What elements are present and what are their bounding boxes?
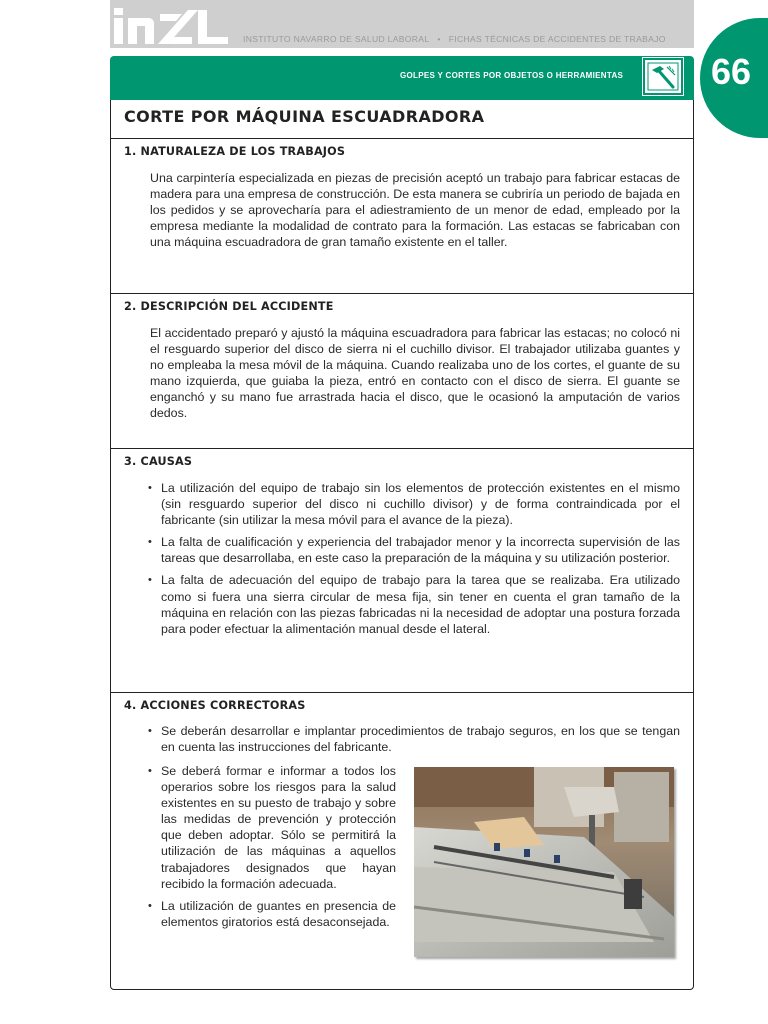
section-heading-naturaleza: 1. NATURALEZA DE LOS TRABAJOS <box>124 145 346 158</box>
causas-list <box>148 480 680 643</box>
section-text-descripcion: El accidentado preparó y ajustó la máquina escuadradora para fabricar las estacas; no colocó ni el resguardo superior del disco de sierra ni el cuchillo divisor. El trabajador utilizaba guantes y no empleaba la mesa móvil de la máquina. Cuando realizaba uno de los cortes, el guante de su mano izquierda, que guiaba la pieza, entró en contacto con el disco de sierra. El guante se enganchó y su mano fue arrastrada hacia el disco, que le ocasionó la amputación de varios dedos. <box>150 326 680 421</box>
list-item: • La utilización del equipo de trabajo sin los elementos de protección existentes en el mismo (sin resguardo superior del disco ni cuchillo divisor) y de forma contraindicada por el fabricante (sin utilizar la mesa móvil para el avance de la pieza). <box>148 480 680 528</box>
machine-photo <box>414 767 674 957</box>
insl-logo <box>112 6 230 53</box>
acciones-list-continued <box>148 763 396 936</box>
insl-logo-mark <box>112 6 230 46</box>
hammer-icon <box>643 58 683 95</box>
hammer-icon-graphic <box>645 60 681 93</box>
header-caption <box>243 34 666 44</box>
header-separator: • <box>437 34 441 44</box>
series-name: FICHAS TÉCNICAS DE ACCIDENTES DE TRABAJO <box>448 34 666 44</box>
squaring-saw-photo-illustration <box>414 767 674 957</box>
page-title: CORTE POR MÁQUINA ESCUADRADORA <box>124 107 485 126</box>
section-heading-descripcion: 2. DESCRIPCIÓN DEL ACCIDENTE <box>124 300 334 313</box>
title-divider <box>110 138 694 139</box>
section-divider <box>110 692 694 693</box>
list-item: • Se deberá formar e informar a todos los operarios sobre los riesgos para la salud existentes en su puesto de trabajo y sobre las medidas de prevención y protección que deben adoptar. Sólo se permitirá la utilización de las máquinas a aquellos trabajadores designados que hayan recibido la formación adecuada. <box>148 763 396 892</box>
section-text-naturaleza: Una carpintería especializada en piezas de precisión aceptó un trabajo para fabricar estacas de madera para una empresa de construcción. De esta manera se cubriría un periodo de bajada en los pedidos y se aprovecharía para el adiestramiento de un menor de edad, empleado por la empresa mediante la modalidad de contrato para la formación. Las estacas se fabricaban con una máquina escuadradora de gran tamaño existente en el taller. <box>150 171 680 250</box>
category-label: GOLPES Y CORTES POR OBJETOS O HERRAMIENTAS <box>400 71 624 80</box>
acciones-list <box>148 723 680 761</box>
section-heading-acciones: 4. ACCIONES CORRECTORAS <box>124 699 306 712</box>
section-divider <box>110 448 694 449</box>
institute-name: INSTITUTO NAVARRO DE SALUD LABORAL <box>243 34 430 44</box>
list-item: • La falta de cualificación y experiencia del trabajador menor y la incorrecta supervisión de las tareas que desarrollaba, en este caso la preparación de la máquina y su utilización posterior. <box>148 534 680 566</box>
list-item: • Se deberán desarrollar e implantar procedimientos de trabajo seguros, en los que se tengan en cuenta las instrucciones del fabricante. <box>148 723 680 755</box>
list-item: • La falta de adecuación del equipo de trabajo para la tarea que se realizaba. Era utilizado como si fuera una sierra circular de mesa fija, sin tener en cuenta el gran tamaño de la máquina en relación con las piezas fabricadas ni la necesidad de adoptar una postura forzada para poder efectuar la alimentación manual desde el lateral. <box>148 572 680 636</box>
section-heading-causas: 3. CAUSAS <box>124 455 193 468</box>
list-item: • La utilización de guantes en presencia de elementos giratorios está desaconsejada. <box>148 898 396 930</box>
section-divider <box>110 293 694 294</box>
sheet-number: 66 <box>711 51 752 92</box>
